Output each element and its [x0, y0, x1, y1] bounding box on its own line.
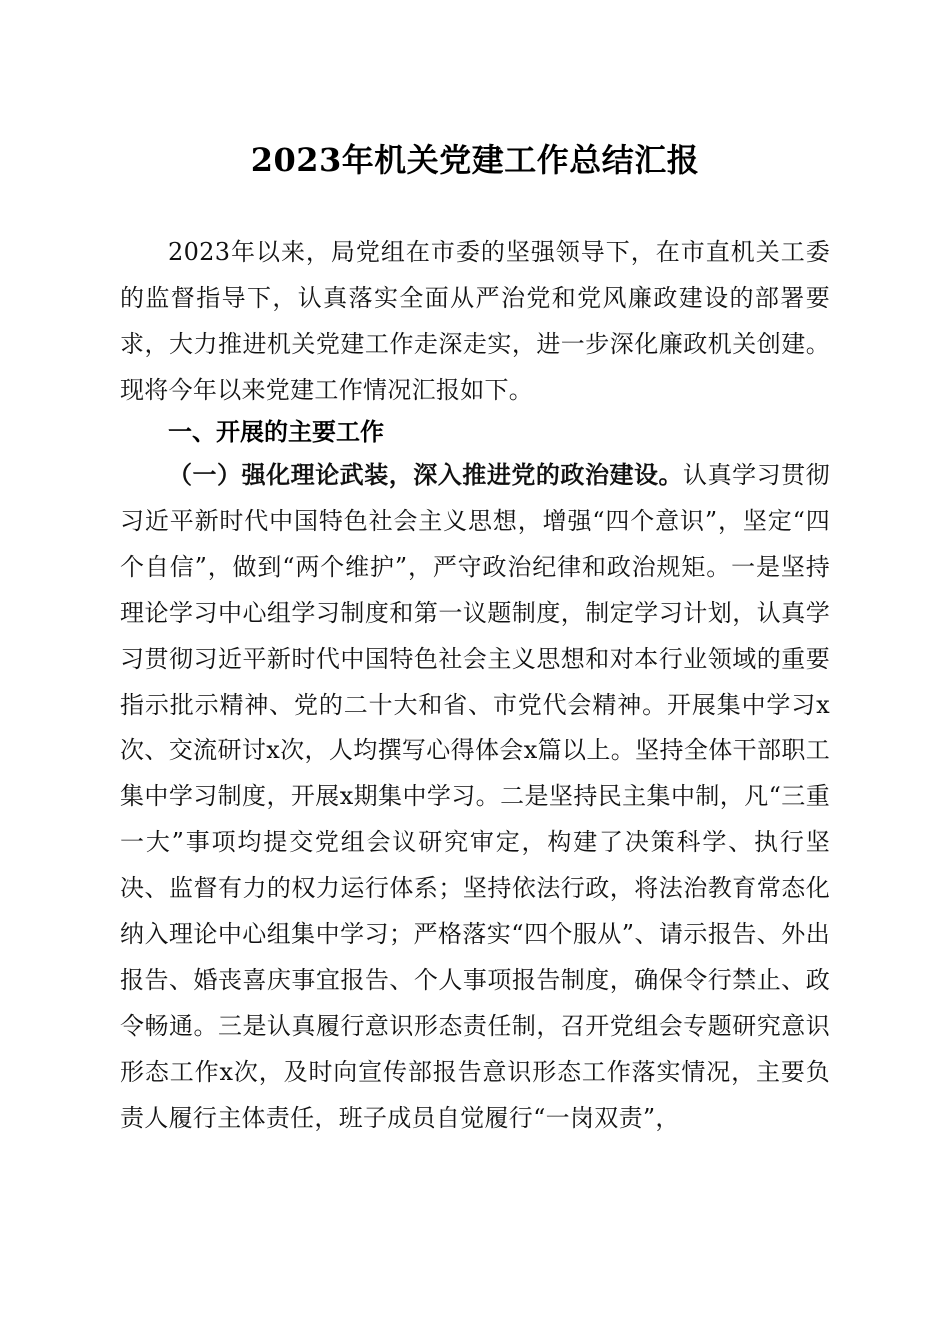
subsection-body: 认真学习贯彻习近平新时代中国特色社会主义思想，增强“四个意识”，坚定“四个自信”，做到“两个维护”，严守政治纪律和政治规矩。一是坚持理论学习中心组学习制度和第一议题制度，制定学习计划，认真学习贯彻习近平新时代中国特色社会主义思想和对本行业领域的重要指示批示精神、党的二十大和省、市党代会精神。开展集中学习x次、交流研讨x次，人均撰写心得体会x篇以上。坚持全体干部职工集中学习制度，开展x期集中学习。二是坚持民主集中制，凡“三重一大”事项均提交党组会议研究审定，构建了决策科学、执行坚决、监督有力的权力运行体系；坚持依法行政，将法治教育常态化纳入理论中心组集中学习；严格落实“四个服从”、请示报告、外出报告、婚丧喜庆事宜报告、个人事项报告制度，确保令行禁止、政令畅通。三是认真履行意识形态责任制，召开党组会专题研究意识形态工作x次，及时向宣传部报告意识形态工作落实情况，主要负责人履行主体责任，班子成员自觉履行“一岗双责”，: [120, 461, 830, 1132]
document-title: 2023年机关党建工作总结汇报: [250, 141, 700, 179]
subsection-heading: （一）强化理论武装，深入推进党的政治建设。: [168, 460, 684, 489]
intro-paragraph: 2023年以来，局党组在市委的坚强领导下，在市直机关工委的监督指导下，认真落实全面从严治党和党风廉政建设的部署要求，大力推进机关党建工作走深走实，进一步深化廉政机关创建。现将今年以来党建工作情况汇报如下。: [120, 238, 830, 404]
subsection-paragraph: [120, 452, 830, 1142]
section-heading: 一、开展的主要工作: [168, 418, 384, 446]
